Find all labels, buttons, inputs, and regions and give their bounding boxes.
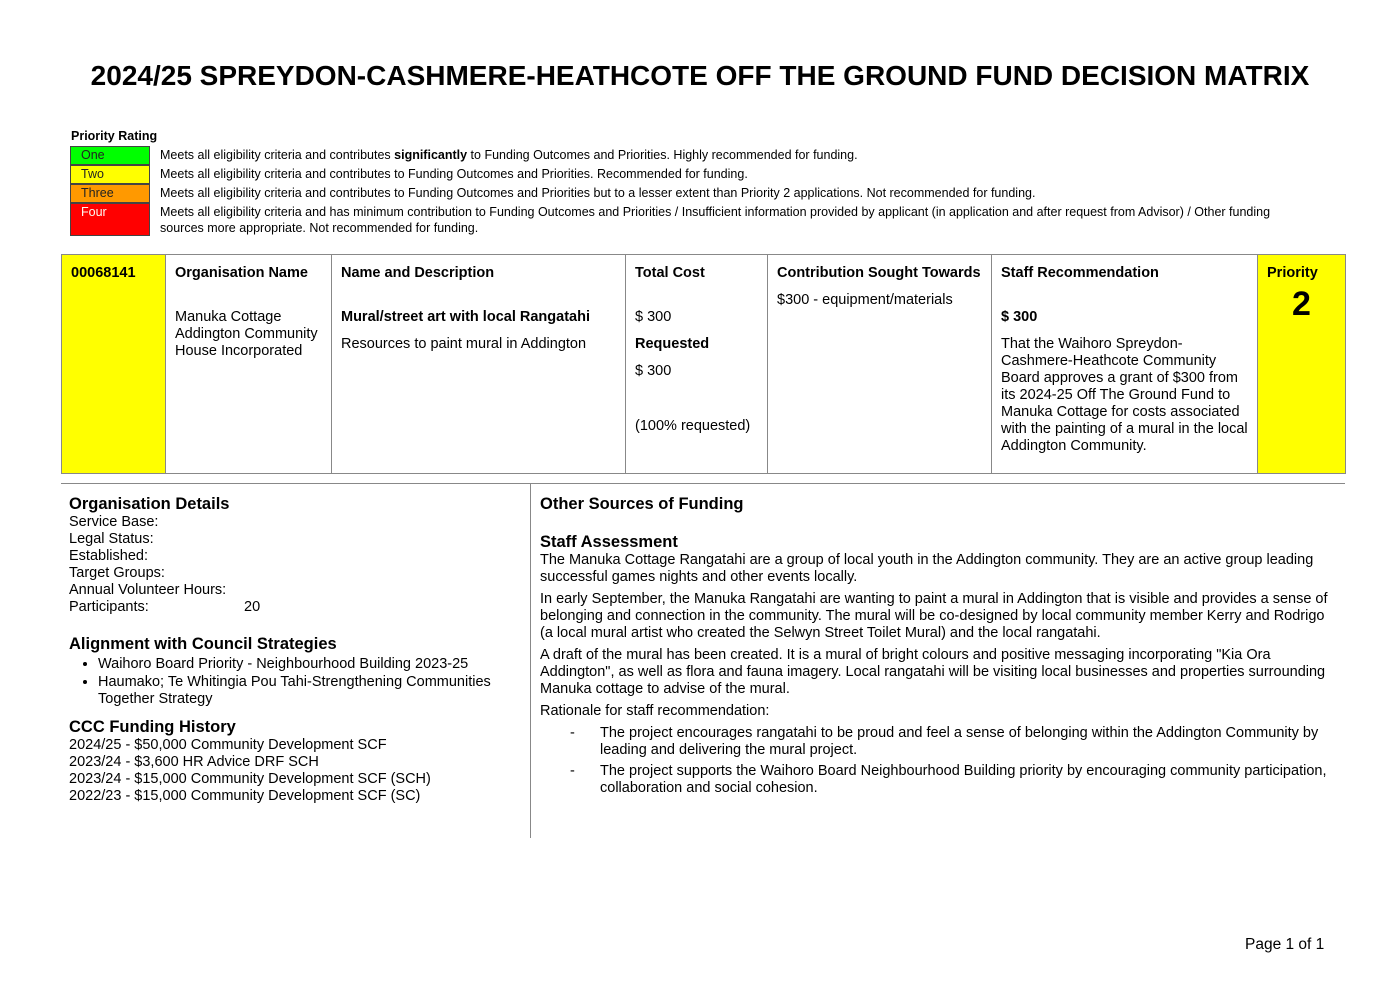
legend-swatch-one: One (70, 146, 150, 165)
legend-desc-three: Meets all eligibility criteria and contributes to Funding Outcomes and Priorities but to a lesser extent than Priority 2 applications. Not recommended for funding. (160, 186, 1036, 200)
organisation-name: Manuka Cottage Addington Community House Incorporated (175, 309, 318, 359)
decision-matrix-table (61, 254, 1346, 474)
total-cost-cell (626, 255, 768, 474)
contribution-cell (768, 255, 992, 474)
assessment-paragraph: In early September, the Manuka Rangatahi are wanting to paint a mural in Addington that is visible and provides a sense of belonging and connection in the community. The mural will be co-designed by local community member Kerry and Rodrigo (a local mural artist who created the Selwyn Street Toilet Mural) and the local rangatahi. (540, 591, 1328, 641)
legend-swatch-four: Four (70, 203, 150, 236)
requested-percent: (100% requested) (635, 418, 751, 434)
detail-row (69, 599, 524, 616)
column-divider (530, 484, 531, 838)
left-column (69, 494, 524, 805)
detail-value: 20 (244, 599, 261, 615)
staff-assessment-heading: Staff Assessment (540, 533, 678, 551)
detail-row (69, 582, 524, 599)
staff-recommendation-text: That the Waihoro Spreydon-Cashmere-Heathcote Community Board approves a grant of $300 from its 2024-25 Off The Ground Fund to Manuka Cottage for costs associated with the painting of a mural in the local Addington Community. (1001, 336, 1248, 454)
list-item: • Waihoro Board Priority - Neighbourhood Building 2023-25 (98, 656, 524, 673)
funding-history-list (69, 737, 524, 805)
description-header: Name and Description (341, 265, 495, 281)
organisation-header: Organisation Name (175, 265, 308, 281)
detail-label: Participants: (69, 599, 149, 615)
list-item: 2023/24 - $3,600 HR Advice DRF SCH (69, 754, 319, 770)
assessment-paragraph: The Manuka Cottage Rangatahi are a group of local youth in the Addington community. They are an active group leading successful games nights and other events locally. (540, 552, 1314, 585)
detail-row (69, 514, 524, 531)
priority-value: 2 (1292, 285, 1311, 323)
requested-label: Requested (635, 336, 710, 352)
priority-legend (70, 146, 1310, 236)
detail-row (69, 548, 524, 565)
matrix-row (62, 255, 1346, 474)
list-item: 2024/25 - $50,000 Community Development SCF (69, 737, 387, 753)
detail-label: Target Groups: (69, 565, 165, 581)
assessment-paragraph: A draft of the mural has been created. It is a mural of bright colours and positive messaging incorporating "Kia Ora Addington", as well as flora and fauna imagery. Local rangatahi will be visiting local businesses and properties surrounding Manuka cottage to advise of the mural. (540, 647, 1326, 697)
detail-label: Established: (69, 548, 148, 564)
project-name: Mural/street art with local Rangatahi (341, 309, 590, 325)
legend-row-one (70, 146, 1310, 165)
page-title: 2024/25 SPREYDON-CASHMERE-HEATHCOTE OFF THE GROUND FUND DECISION MATRIX (90, 60, 1310, 91)
legend-heading: Priority Rating (71, 129, 158, 143)
organisation-cell (166, 255, 332, 474)
organisation-details-heading: Organisation Details (69, 495, 230, 513)
priority-header: Priority (1267, 265, 1318, 281)
legend-swatch-two: Two (70, 165, 150, 184)
description-cell (332, 255, 626, 474)
total-cost-header: Total Cost (635, 265, 705, 281)
assessment-paragraph: Rationale for staff recommendation: (540, 703, 770, 719)
detail-row (69, 531, 524, 548)
total-cost-value: $ 300 (635, 309, 672, 325)
funding-history-heading: CCC Funding History (69, 718, 236, 736)
contribution-value: $300 - equipment/materials (777, 292, 953, 308)
legend-desc-one: Meets all eligibility criteria and contributes significantly to Funding Outcomes and Priorities. Highly recommended for funding. (160, 148, 858, 162)
staff-recommendation-amount: $ 300 (1001, 309, 1038, 325)
right-column (540, 494, 1335, 801)
detail-row (69, 565, 524, 582)
list-item: 2023/24 - $15,000 Community Development SCF (SCH) (69, 771, 431, 787)
page-number: Page 1 of 1 (1245, 936, 1325, 953)
alignment-heading: Alignment with Council Strategies (69, 635, 337, 653)
legend-row-four (70, 203, 1310, 236)
contribution-header: Contribution Sought Towards (777, 265, 981, 281)
alignment-list (69, 656, 524, 708)
staff-recommendation-cell (992, 255, 1258, 474)
organisation-details (69, 514, 524, 616)
legend-row-two (70, 165, 1310, 184)
legend-swatch-three: Three (70, 184, 150, 203)
application-id-cell (62, 255, 166, 474)
other-sources-heading: Other Sources of Funding (540, 495, 744, 513)
detail-label: Legal Status: (69, 531, 154, 547)
legend-row-three (70, 184, 1310, 203)
legend-desc-four: Meets all eligibility criteria and has minimum contribution to Funding Outcomes and Priorities / Insufficient information provided by applicant (in application and after request from Advisor) / Other funding sources more appropriate. Not recommended for funding. (160, 205, 1271, 235)
staff-recommendation-header: Staff Recommendation (1001, 265, 1159, 281)
section-divider (61, 483, 1345, 484)
list-item: - The project supports the Waihoro Board Neighbourhood Building priority by encouraging community participation, collaboration and social cohesion. (600, 763, 1335, 797)
detail-label: Service Base: (69, 514, 159, 530)
list-item: - The project encourages rangatahi to be proud and feel a sense of belonging within the Addington Community by leading and delivering the mural project. (600, 725, 1335, 759)
detail-label: Annual Volunteer Hours: (69, 582, 227, 598)
application-id: 00068141 (71, 265, 136, 281)
legend-desc-two: Meets all eligibility criteria and contributes to Funding Outcomes and Priorities. Recommended for funding. (160, 167, 748, 181)
project-description: Resources to paint mural in Addington (341, 336, 587, 352)
list-item: • Haumako; Te Whitingia Pou Tahi-Strengthening Communities Together Strategy (98, 674, 524, 708)
rationale-list (540, 725, 1335, 797)
priority-cell (1258, 255, 1346, 474)
list-item: 2022/23 - $15,000 Community Development SCF (SC) (69, 788, 421, 804)
requested-amount: $ 300 (635, 363, 672, 379)
